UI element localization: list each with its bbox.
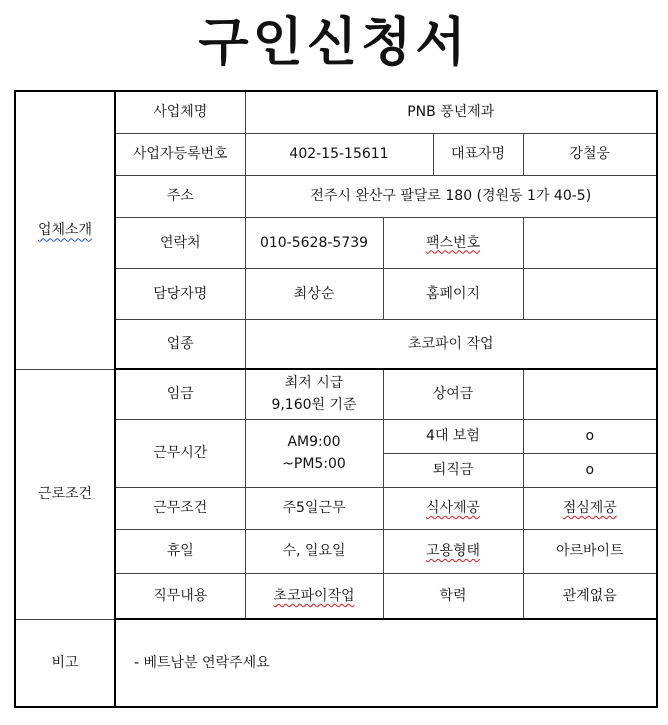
wage-label: 임금 [115,369,245,419]
address-label: 주소 [115,175,245,217]
wage-value [245,369,383,419]
document-title: 구인신청서 [198,12,470,73]
duty-label: 직무내용 [115,573,245,619]
application-form-table [14,90,658,708]
hours-line-2: ~PM5:00 [282,456,346,472]
contact-label: 연락처 [115,217,245,268]
section-conditions: 근로조건 [15,369,115,619]
ceo-label: 대표자명 [433,133,523,175]
wage-line-2: 9,160원 기준 [271,397,357,414]
edu-value: 관계없음 [523,573,657,619]
holiday-value: 수, 일요일 [245,529,383,573]
ceo-value: 강철웅 [523,133,657,175]
industry-value: 초코파이 작업 [245,319,657,369]
fax-value [523,217,657,268]
severance-label: 퇴직금 [383,453,523,487]
bonus-label: 상여금 [383,369,523,419]
meal-value: 점심제공 [523,487,657,529]
industry-label: 업종 [115,319,245,369]
remarks-text: - 베트남분 연락주세요 [115,619,657,707]
hours-line-1: AM9:00 [287,434,341,450]
manager-value: 최상순 [245,268,383,319]
fax-label: 팩스번호 [383,217,523,268]
hours-value [245,419,383,487]
bonus-value [523,369,657,419]
contact-value: 010-5628-5739 [245,217,383,268]
edu-label: 학력 [383,573,523,619]
emptype-label: 고용형태 [383,529,523,573]
hours-label: 근무시간 [115,419,245,487]
homepage-value [523,268,657,319]
company-name-label: 사업체명 [115,91,245,133]
insurance-label: 4대 보험 [383,419,523,453]
wage-line-1: 최저 시급 [284,375,344,392]
meal-label: 식사제공 [383,487,523,529]
manager-label: 담당자명 [115,268,245,319]
address-value: 전주시 완산구 팔달로 180 (경원동 1가 40-5) [245,175,657,217]
regno-label: 사업자등록번호 [115,133,245,175]
section-remarks: 비고 [15,619,115,707]
section-company: 업체소개 [15,91,115,369]
severance-value: o [523,453,657,487]
work-value: 주5일근무 [245,487,383,529]
emptype-value: 아르바이트 [523,529,657,573]
work-label: 근무조건 [115,487,245,529]
duty-value: 초코파이작업 [245,573,383,619]
insurance-value: o [523,419,657,453]
holiday-label: 휴일 [115,529,245,573]
company-name-value: PNB 풍년제과 [245,91,657,133]
regno-value: 402-15-15611 [245,133,433,175]
homepage-label: 홈페이지 [383,268,523,319]
